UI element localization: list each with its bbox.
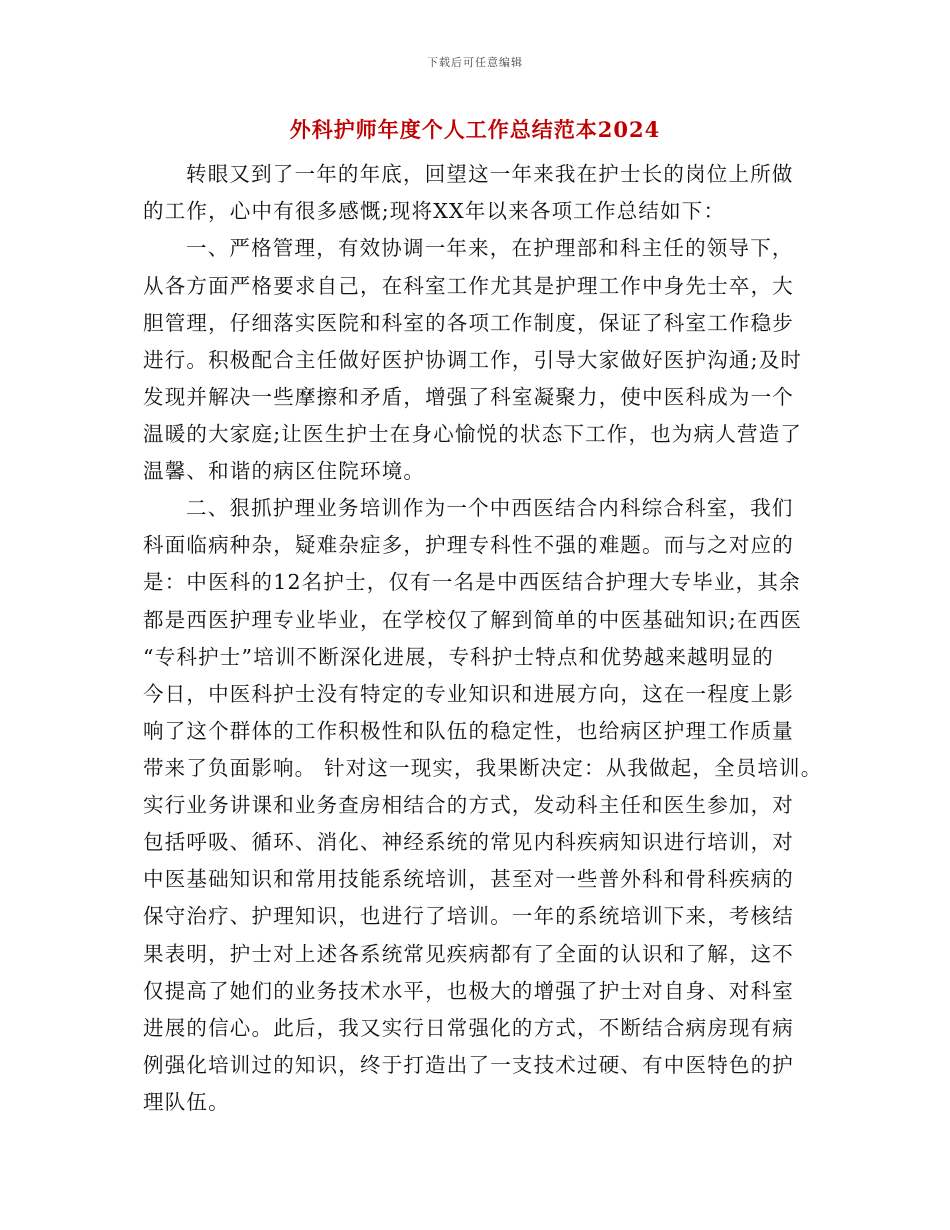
body-line: 都是西医护理专业毕业，在学校仅了解到简单的中医基础知识;在西医 bbox=[143, 608, 803, 632]
body-line: 果表明，护士对上述各系统常见疾病都有了全面的认识和了解，这不 bbox=[143, 942, 794, 966]
body-line: 从各方面严格要求自己，在科室工作尤其是护理工作中身先士卒，大 bbox=[143, 274, 794, 298]
body-line: 保守治疗、护理知识，也进行了培训。一年的系统培训下来，考核结 bbox=[143, 904, 794, 928]
body-line: 一、严格管理，有效协调一年来，在护理部和科主任的领导下， bbox=[186, 236, 794, 260]
body-line: 温馨、和谐的病区住院环境。 bbox=[143, 459, 426, 483]
body-line: 例强化培训过的知识，终于打造出了一支技术过硬、有中医特色的护 bbox=[143, 1053, 794, 1077]
body-line: 带来了负面影响。 针对这一现实，我果断决定：从我做起，全员培训。 bbox=[143, 756, 823, 780]
body-line: 响了这个群体的工作积极性和队伍的稳定性，也给病区护理工作质量 bbox=[143, 719, 794, 743]
body-line: 温暖的大家庭;让医生护士在身心愉悦的状态下工作，也为病人营造了 bbox=[143, 422, 803, 446]
body-line: 是：中医科的12名护士，仅有一名是中西医结合护理大专毕业，其余 bbox=[143, 570, 801, 594]
body-line: 中医基础知识和常用技能系统培训，甚至对一些普外科和骨科疾病的 bbox=[143, 867, 794, 891]
body-line: 进行。积极配合主任做好医护协调工作，引导大家做好医护沟通;及时 bbox=[143, 348, 803, 372]
page-header-note: 下载后可任意编辑 bbox=[427, 56, 523, 69]
body-line: 二、狠抓护理业务培训作为一个中西医结合内科综合科室，我们 bbox=[186, 496, 794, 520]
body-line: 实行业务讲课和业务查房相结合的方式，发动科主任和医生参加，对 bbox=[143, 793, 794, 817]
body-line: 的工作，心中有很多感慨;现将XX年以来各项工作总结如下： bbox=[143, 199, 726, 223]
body-line: 进展的信心。此后，我又实行日常强化的方式，不断结合病房现有病 bbox=[143, 1016, 794, 1040]
document-title: 外科护师年度个人工作总结范本2024 bbox=[289, 117, 661, 142]
body-line: “专科护士”培训不断深化进展，专科护士特点和优势越来越明显的 bbox=[143, 645, 774, 669]
body-line: 科面临病种杂，疑难杂症多，护理专科性不强的难题。而与之对应的 bbox=[143, 533, 794, 557]
body-line: 理队伍。 bbox=[143, 1090, 230, 1114]
body-line: 包括呼吸、循环、消化、神经系统的常见内科疾病知识进行培训，对 bbox=[143, 830, 794, 854]
body-line: 发现并解决一些摩擦和矛盾，增强了科室凝聚力，使中医科成为一个 bbox=[143, 385, 794, 409]
body-line: 胆管理，仔细落实医院和科室的各项工作制度，保证了科室工作稳步 bbox=[143, 311, 794, 335]
body-line: 仅提高了她们的业务技术水平，也极大的增强了护士对自身、对科室 bbox=[143, 979, 794, 1003]
body-line: 今日，中医科护士没有特定的专业知识和进展方向，这在一程度上影 bbox=[143, 682, 794, 706]
body-line: 转眼又到了一年的年底，回望这一年来我在护士长的岗位上所做 bbox=[186, 162, 794, 186]
